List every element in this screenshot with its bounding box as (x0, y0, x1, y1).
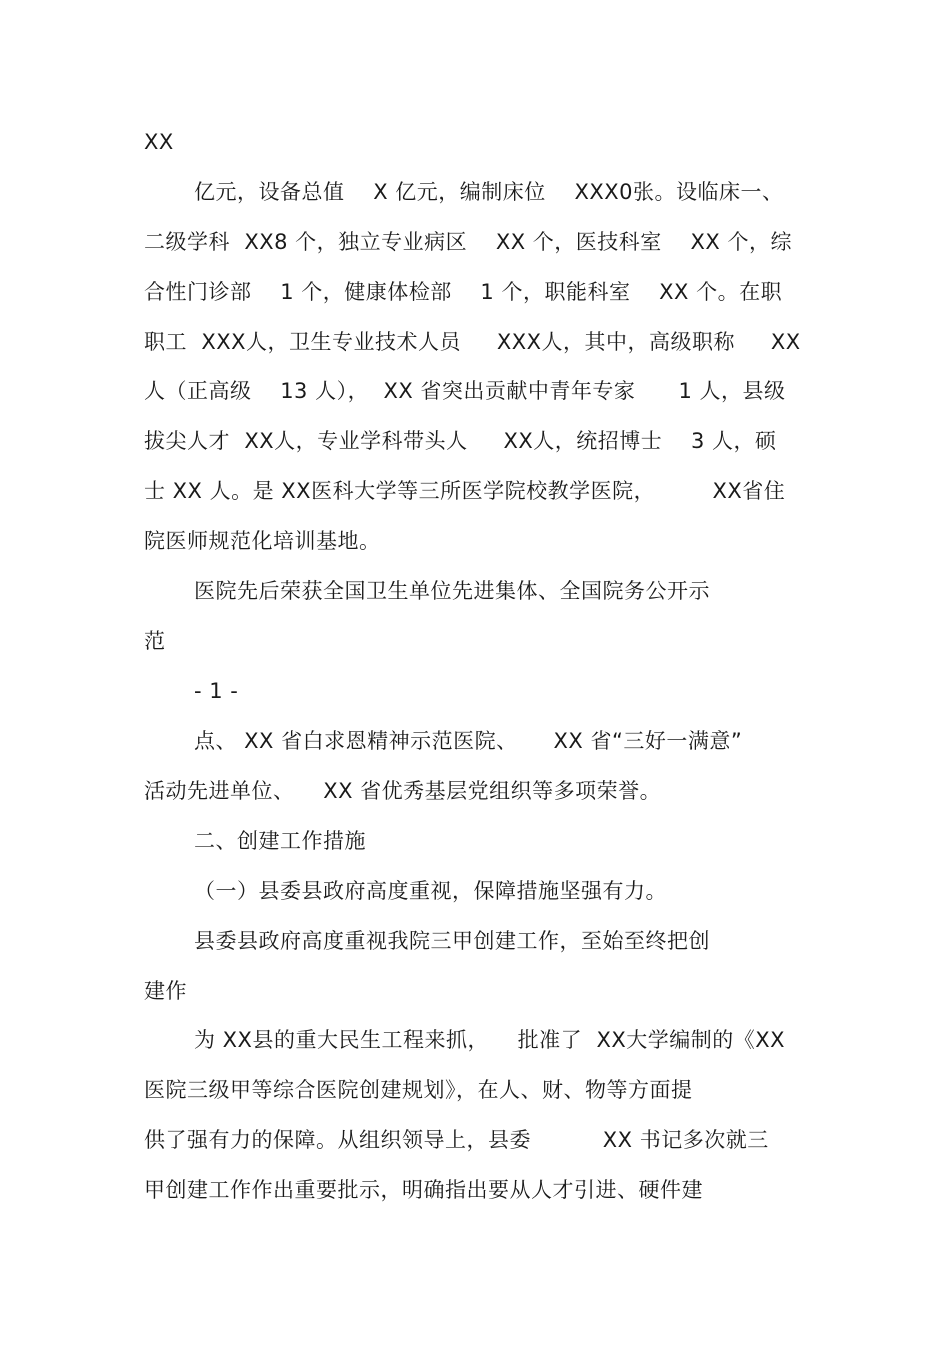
text-line: 范 (144, 629, 166, 653)
text-line: XX (144, 130, 174, 154)
text-line: 亿元，设备总值 X 亿元，编制床位 XXX0张。设临床一、 (194, 180, 784, 204)
text-line: 合性门诊部 1 个，健康体检部 1 个，职能科室 XX 个。在职 (144, 280, 783, 304)
text-line: 甲创建工作作出重要批示，明确指出要从人才引进、硬件建 (144, 1178, 703, 1202)
text-line: 拔尖人才 XX人，专业学科带头人 XX人，统招博士 3 人，硕 (144, 429, 777, 453)
text-line: 建作 (144, 979, 187, 1003)
subsection-heading: （一）县委县政府高度重视，保障措施坚强有力。 (194, 879, 667, 903)
text-line: 县委县政府高度重视我院三甲创建工作，至始至终把创 (194, 929, 710, 953)
text-line: 活动先进单位、 XX 省优秀基层党组织等多项荣誉。 (144, 779, 662, 803)
text-line: 二级学科 XX8 个，独立专业病区 XX 个，医技科室 XX 个，综 (144, 230, 792, 254)
text-line: 为 XX县的重大民生工程来抓， 批准了 XX大学编制的《XX (194, 1028, 786, 1052)
text-line: 医院先后荣获全国卫生单位先进集体、全国院务公开示 (194, 579, 710, 603)
text-line: 点、 XX 省白求恩精神示范医院、 XX 省“三好一满意” (194, 729, 743, 753)
text-line: 人（正高级 13 人）， XX 省突出贡献中青年专家 1 人，县级 (144, 379, 786, 403)
page-number: - 1 - (194, 679, 239, 703)
text-line: 供了强有力的保障。从组织领导上，县委 XX 书记多次就三 (144, 1128, 769, 1152)
text-line: 医院三级甲等综合医院创建规划》，在人、财、物等方面提 (144, 1078, 693, 1102)
text-line: 职工 XXX人，卫生专业技术人员 XXX人，其中，高级职称 XX (144, 330, 801, 354)
text-line: 士 XX 人。是 XX医科大学等三所医学院校教学医院， XX省住 (144, 479, 786, 503)
text-line: 院医师规范化培训基地。 (144, 529, 381, 553)
section-heading: 二、创建工作措施 (194, 829, 366, 853)
